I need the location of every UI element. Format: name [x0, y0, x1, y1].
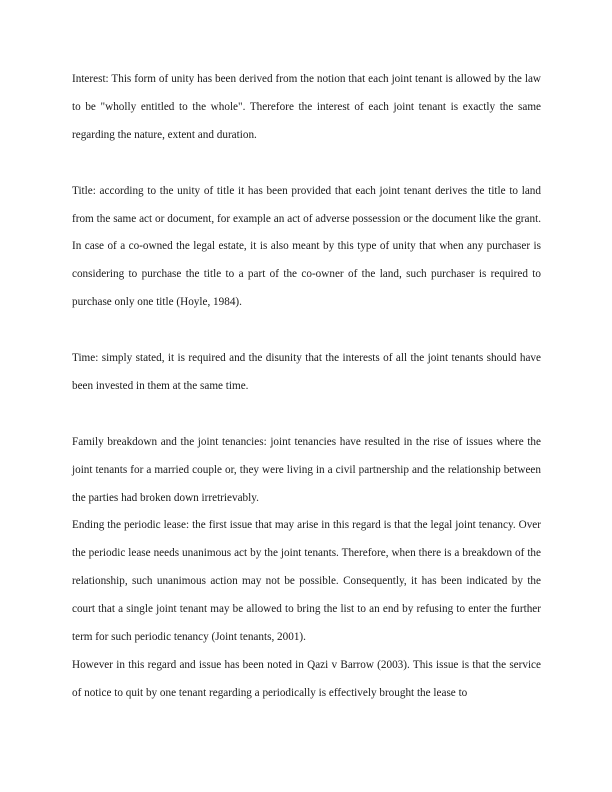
paragraph-time: Time: simply stated, it is required and the disunity that the interests of all the joint tenants should have been invested in them at the same time. [72, 352, 541, 392]
document-body [72, 66, 541, 708]
paragraph-ending-periodic-lease: Ending the periodic lease: the first issue that may arise in this regard is that the legal joint tenancy. Over the periodic lease needs unanimous act by the joint tenants. Therefore, when there is a breakdown of the relationship, such unanimous action may not be possible. Consequently, it has been indicated by the court that a single joint tenant may be allowed to bring the list to an end by refusing to enter the further term for such periodic tenancy (Joint tenants, 2001). [72, 519, 541, 644]
paragraph-qazi-v-barrow: However in this regard and issue has been noted in Qazi v Barrow (2003). This issue is that the service of notice to quit by one tenant regarding a periodically is effectively brought the lease to [72, 658, 541, 699]
paragraph-title: Title: according to the unity of title it has been provided that each joint tenant derives the title to land from the same act or document, for example an act of adverse possession or the document like the grant. In case of a co-owned the legal estate, it is also meant by this type of unity that when any purchaser is considering to purchase the title to a part of the co-owner of the land, such purchaser is required to purchase only one title (Hoyle, 1984). [72, 184, 541, 309]
paragraph-interest: Interest: This form of unity has been derived from the notion that each joint tenant is allowed by the law to be "wholly entitled to the whole". Therefore the interest of each joint tenant is exactly the same regarding the nature, extent and duration. [72, 73, 541, 141]
paragraph-family-breakdown: Family breakdown and the joint tenancies: joint tenancies have resulted in the rise of issues where the joint tenants for a married couple or, they were living in a civil partnership and the relationship between the parties had broken down irretrievably. [72, 435, 541, 504]
